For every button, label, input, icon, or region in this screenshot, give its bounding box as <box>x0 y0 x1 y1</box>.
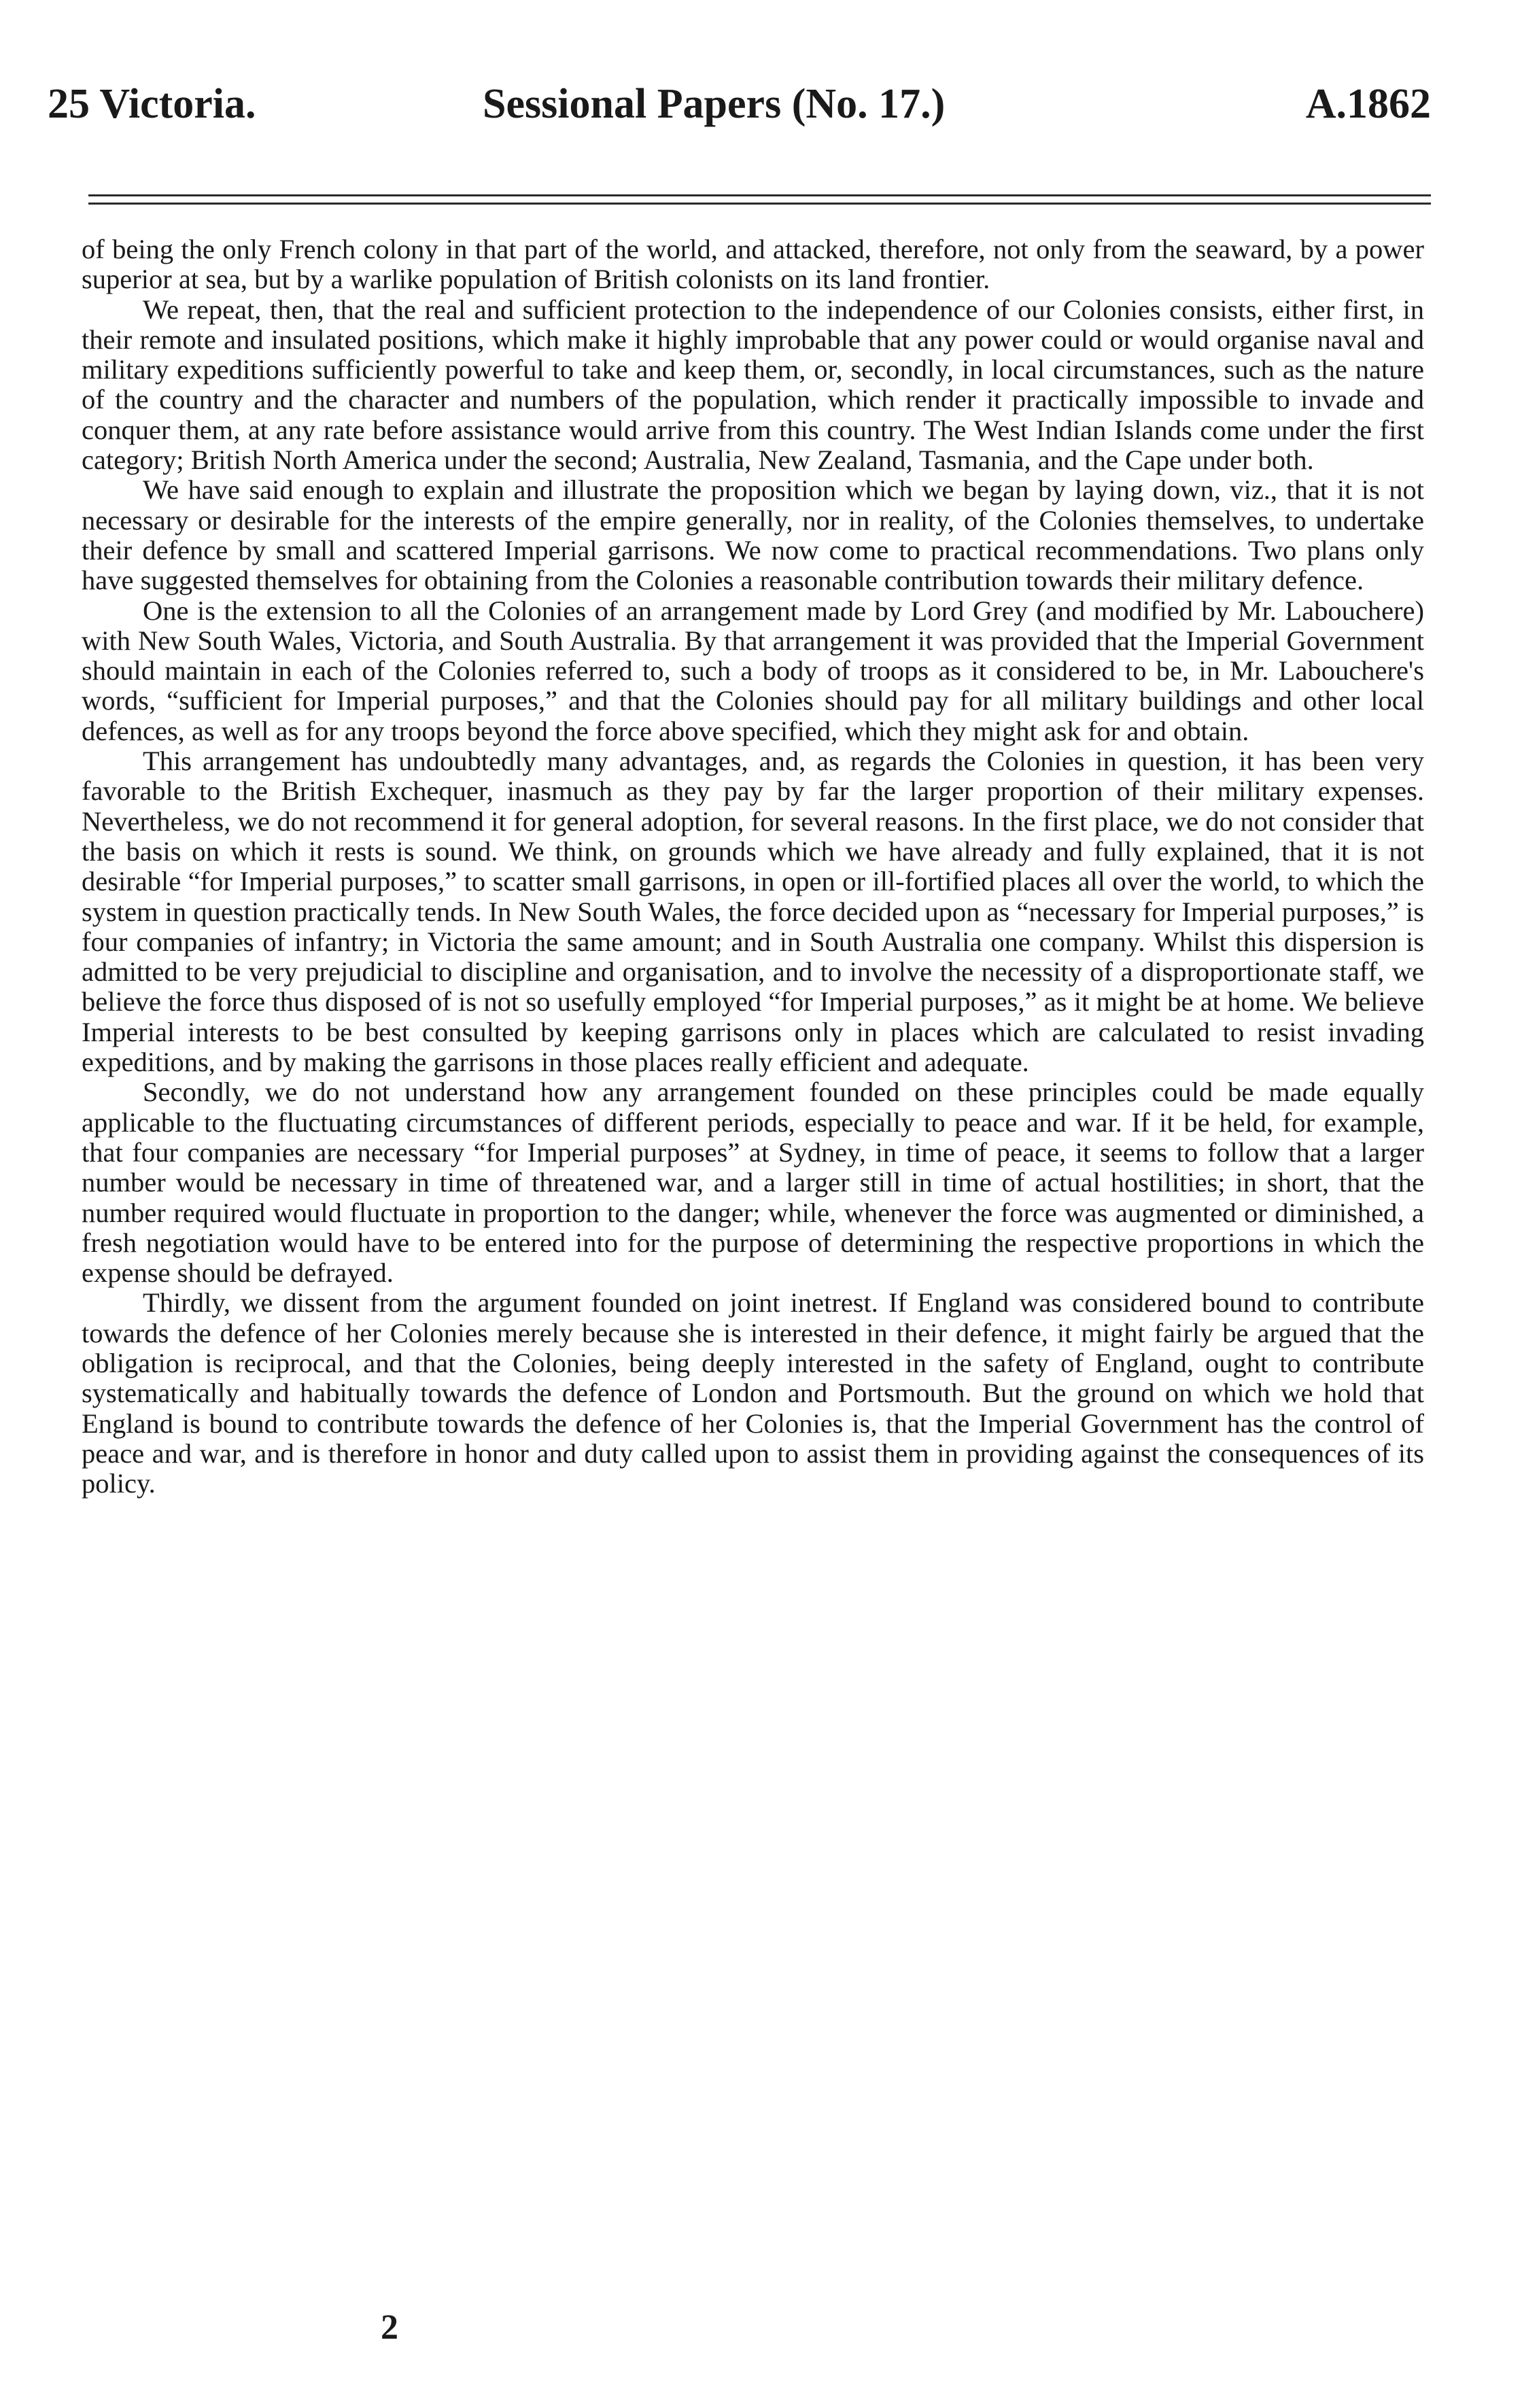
header-volume: 25 Victoria. <box>48 81 256 127</box>
page-header <box>48 80 1431 155</box>
paragraph: of being the only French colony in that part of the world, and attacked, therefore, not only from the seaward, by a power superior at sea, but by a warlike population of British colonists on its land frontier. <box>82 234 1424 295</box>
paragraph: We have said enough to explain and illustrate the proposition which we began by laying down, viz., that it is not necessary or desirable for the interests of the empire generally, nor in reality, of the Colonies themselves, to undertake their defence by small and scattered Imperial garrisons. We now come to practical recommendations. Two plans only have suggested themselves for obtaining from the Colonies a reasonable contribution towards their military defence. <box>82 474 1424 596</box>
paragraph: This arrangement has undoubtedly many advantages, and, as regards the Colonies in question, it has been very favorable to the British Exchequer, inasmuch as they pay by far the larger proportion of their military expenses. Nevertheless, we do not recommend it for general adoption, for several reasons. In the first place, we do not consider that the basis on which it rests is sound. We think, on grounds which we have already and fully explained, that it is not desirable “for Imperial purposes,” to scatter small garrisons, in open or ill-fortified places all over the world, to which the system in question practically tends. In New South Wales, the force decided upon as “necessary for Imperial purposes,” is four companies of infantry; in Victoria the same amount; and in South Australia one company. Whilst this dispersion is admitted to be very prejudicial to discipline and organisation, and to involve the necessity of a disproportionate staff, we believe the force thus disposed of is not so usefully employed “for Imperial purposes,” as it might be at home. We believe Imperial interests to be best consulted by keeping garrisons only in places which are calculated to resist invading expeditions, and by making the garrisons in those places really efficient and adequate. <box>82 746 1424 1078</box>
header-year: A.1862 <box>1305 81 1431 127</box>
paragraph: Thirdly, we dissent from the argument founded on joint inetrest. If England was considered bound to contribute towards the defence of her Colonies merely because she is interested in their defence, it might fairly be argued that the obligation is reciprocal, and that the Colonies, being deeply interested in the safety of England, ought to contribute systematically and habitually towards the defence of London and Portsmouth. But the ground on which we hold that England is bound to contribute towards the defence of her Colonies is, that the Imperial Government has the control of peace and war, and is therefore in honor and duty called upon to assist them in providing against the consequences of its policy. <box>82 1287 1424 1499</box>
header-rule-bottom <box>88 203 1431 205</box>
header-title: Sessional Papers (No. 17.) <box>483 81 946 127</box>
body-text <box>82 234 1424 1499</box>
paragraph: Secondly, we do not understand how any arrangement founded on these principles could be made equally applicable to the fluctuating circumstances of different periods, especially to peace and war. If it be held, for example, that four companies are necessary “for Imperial purposes” at Sydney, in time of peace, it seems to follow that a larger number would be necessary in time of threatened war, and a larger still in time of actual hostilities; in short, that the number required would fluctuate in proportion to the danger; while, whenever the force was augmented or diminished, a fresh negotiation would have to be entered into for the purpose of determining the respective proportions in which the expense should be defrayed. <box>82 1077 1424 1289</box>
paragraph: We repeat, then, that the real and sufficient protection to the independence of our Colonies consists, either first, in their remote and insulated positions, which make it highly improbable that any power could or would organise naval and military expeditions sufficiently powerful to take and keep them, or, secondly, in local circumstances, such as the nature of the country and the character and numbers of the population, which render it practically impossible to invade and conquer them, at any rate before assistance would arrive from this country. The West Indian Islands come under the first category; British North America under the second; Australia, New Zealand, Tasmania, and the Cape under both. <box>82 294 1424 476</box>
page-number: 2 <box>381 2308 398 2347</box>
paragraph: One is the extension to all the Colonies of an arrangement made by Lord Grey (and modified by Mr. Labouchere) with New South Wales, Victoria, and South Australia. By that arrangement it was provided that the Imperial Government should maintain in each of the Colonies referred to, such a body of troops as it considered to be, in Mr. Labouchere's words, “sufficient for Imperial purposes,” and that the Colonies should pay for all military buildings and other local defences, as well as for any troops beyond the force above specified, which they might ask for and obtain. <box>82 595 1424 746</box>
header-rule-top <box>88 194 1431 196</box>
